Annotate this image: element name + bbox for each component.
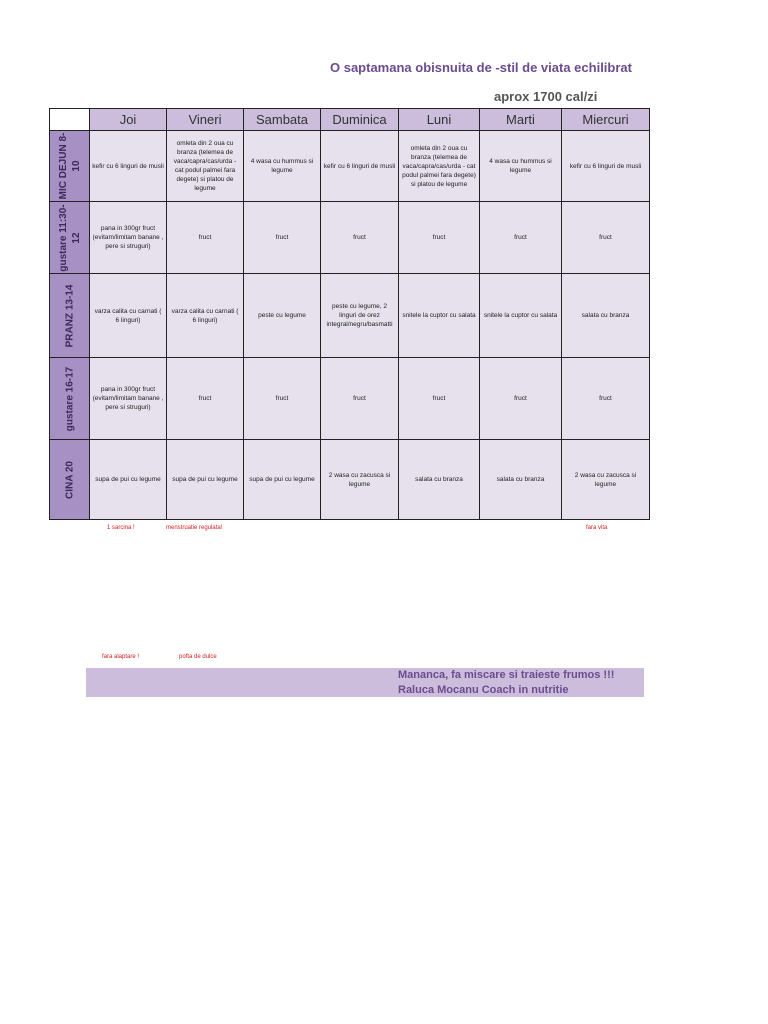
note-fara-alaptare: fara alaptare ! xyxy=(102,654,140,660)
day-header: Marti xyxy=(480,109,562,131)
footer-banner xyxy=(86,668,644,697)
day-header: Vineri xyxy=(167,109,244,131)
note-pofta: pofta de dulce xyxy=(179,654,217,660)
meal-cell: pana in 300gr fruct (evitam/limitam banane , pere si struguri) xyxy=(90,358,167,440)
meal-label xyxy=(57,133,83,200)
meal-cell: fruct xyxy=(399,202,480,274)
meal-cell: fruct xyxy=(167,358,244,440)
note-fara-vita: fara vita xyxy=(586,525,608,531)
meal-cell: 4 wasa cu hummus si legume xyxy=(244,131,321,202)
note-menstruatie: menstruatie regulata! xyxy=(166,525,223,531)
meal-row-gustare-2 xyxy=(50,358,650,440)
meal-cell: peste cu legume, 2 linguri de orez integral/negru/basmatti xyxy=(321,274,399,358)
meal-cell: fruct xyxy=(399,358,480,440)
day-header: Sambata xyxy=(244,109,321,131)
meal-cell: fruct xyxy=(480,202,562,274)
banner-author: Raluca Mocanu Coach in nutritie xyxy=(398,684,569,696)
meal-cell: fruct xyxy=(321,358,399,440)
note-sarcina: 1 sarcina ! xyxy=(107,525,135,531)
meal-plan-table xyxy=(49,108,650,520)
meal-cell: supa de pui cu legume xyxy=(244,440,321,520)
meal-cell: salata cu branza xyxy=(399,440,480,520)
meal-row-gustare-1 xyxy=(50,202,650,274)
meal-cell: snitele la cuptor cu salata xyxy=(480,274,562,358)
meal-row-pranz xyxy=(50,274,650,358)
day-header: Joi xyxy=(90,109,167,131)
meal-label-cell xyxy=(50,202,90,274)
meal-row-mic-dejun xyxy=(50,131,650,202)
meal-cell: 4 wasa cu hummus si legume xyxy=(480,131,562,202)
meal-label-line: gustare 16-17 xyxy=(64,366,75,431)
meal-cell: pana in 300gr fruct (evitam/limitam banane , pere si struguri) xyxy=(90,202,167,274)
meal-label xyxy=(63,461,76,499)
meal-label-cell xyxy=(50,440,90,520)
meal-cell: salata cu branza xyxy=(480,440,562,520)
meal-cell: salata cu branza xyxy=(562,274,650,358)
meal-cell: fruct xyxy=(321,202,399,274)
meal-label-line: PRANZ 13-14 xyxy=(64,284,75,347)
calorie-subtitle: aprox 1700 cal/zi xyxy=(494,89,598,104)
meal-cell: omleta din 2 oua cu branza (telemea de vaca/capra/cas/urda - cat podul palmei fara degete) si platou de legume xyxy=(399,131,480,202)
meal-label xyxy=(57,204,83,271)
meal-label-line: gustare 11:30- xyxy=(57,203,69,272)
meal-cell: kefir cu 6 linguri de musli xyxy=(562,131,650,202)
meal-label-line: 10 xyxy=(70,160,82,172)
day-header: Luni xyxy=(399,109,480,131)
meal-row-cina xyxy=(50,440,650,520)
meal-cell: fruct xyxy=(562,358,650,440)
meal-cell: fruct xyxy=(167,202,244,274)
day-header: Duminica xyxy=(321,109,399,131)
meal-cell: fruct xyxy=(480,358,562,440)
meal-cell: fruct xyxy=(244,202,321,274)
meal-label xyxy=(63,284,76,347)
meal-label-cell xyxy=(50,131,90,202)
meal-label xyxy=(63,366,76,430)
meal-cell: supa de pui cu legume xyxy=(167,440,244,520)
day-header-row xyxy=(50,109,650,131)
meal-label-line: MIC DEJUN 8- xyxy=(57,132,69,200)
meal-cell: supa de pui cu legume xyxy=(90,440,167,520)
meal-cell: varza calita cu carnati ( 6 linguri) xyxy=(167,274,244,358)
meal-cell: fruct xyxy=(562,202,650,274)
meal-cell: kefir cu 6 linguri de musli xyxy=(321,131,399,202)
meal-cell: snitele la cuptor cu salata xyxy=(399,274,480,358)
banner-slogan: Mananca, fa miscare si traieste frumos !!! xyxy=(398,669,615,681)
meal-label-line: CINA 20 xyxy=(64,460,75,499)
meal-label-cell xyxy=(50,274,90,358)
meal-cell: fruct xyxy=(244,358,321,440)
meal-cell: omleta din 2 oua cu branza (telemea de vaca/capra/cas/urda - cat podul palmei fara degete) si platou de legume xyxy=(167,131,244,202)
meal-label-line: 12 xyxy=(70,231,82,244)
meal-cell: 2 wasa cu zacusca si legume xyxy=(562,440,650,520)
day-header: Miercuri xyxy=(562,109,650,131)
table-corner xyxy=(50,109,90,131)
meal-cell: 2 wasa cu zacusca si legume xyxy=(321,440,399,520)
page-title: O saptamana obisnuita de -stil de viata echilibrat xyxy=(330,60,632,75)
meal-cell: kefir cu 6 linguri de musli xyxy=(90,131,167,202)
meal-label-cell xyxy=(50,358,90,440)
meal-cell: varza calita cu carnati ( 6 linguri) xyxy=(90,274,167,358)
meal-cell: peste cu legume xyxy=(244,274,321,358)
